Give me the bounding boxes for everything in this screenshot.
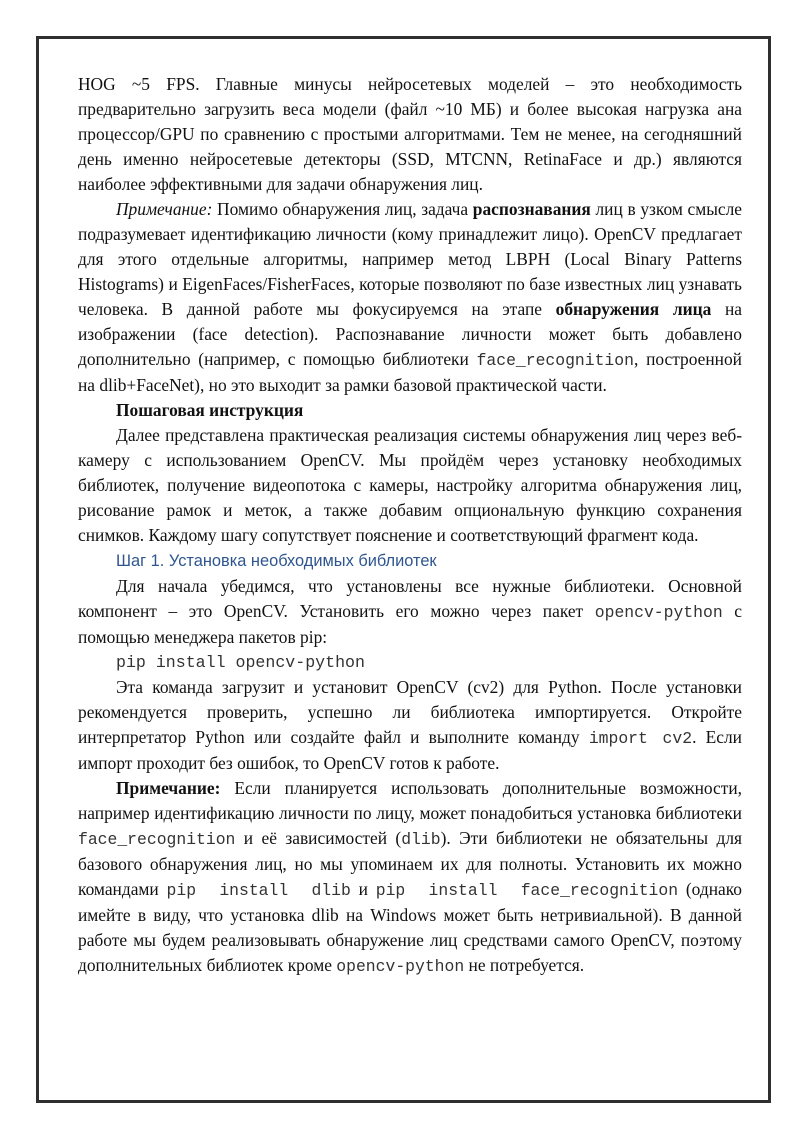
bold-term-detection: обнаружения лица — [555, 299, 712, 319]
paragraph-recognition-note: Примечание: Помимо обнаружения лиц, задача распознавания лиц в узком смысле подразумевает идентификацию личности (кому принадлежит лицо). OpenCV предлагает для этого отдельные алгоритмы, например метод LBPH (Local Binary Patterns Histograms) и EigenFaces/FisherFaces, которые позволяют по базе известных лиц узнавать человека. В данной работе мы фокусируемся на этапе обнаружения лица на изображении (face detection). Распознавание личности может быть добавлено дополнительно (например, с помощью библиотеки face_recognition, построенной на dlib+FaceNet), но это выходит за рамки базовой практической части. — [78, 199, 743, 395]
section-heading-step-by-step: Пошаговая инструкция — [116, 400, 304, 420]
document-body — [78, 72, 742, 979]
paragraph-neural-detectors: HOG ~5 FPS. Главные минусы нейросетевых моделей – это необходимость предварительно загрузить веса модели (файл ~10 МБ) и более высокая нагрузка ана процессор/GPU по сравнению с простыми алгоритмами. Тем не менее, на сегодняшний день именно нейросетевые детекторы (SSD, MTCNN, RetinaFace и др.) являются наиболее эффективными для задачи обнаружения лиц. — [78, 74, 742, 194]
inline-code-pip-install-dlib: pip install dlib — [166, 881, 351, 900]
bold-term-recognition: распознавания — [472, 199, 591, 219]
inline-code-opencv-python: opencv-python — [594, 603, 723, 622]
inline-code-face-recognition: face_recognition — [476, 351, 634, 370]
inline-code-import-cv2: import cv2 — [588, 729, 693, 748]
paragraph-import-check: Эта команда загрузит и установит OpenCV (cv2) для Python. После установки рекомендуется проверить, успешно ли библиотека импортируется. Откройте интерпретатор Python или создайте файл и выполните команду import cv2. Если импорт проходит без ошибок, то OpenCV готов к работе. — [78, 677, 742, 773]
inline-code-dlib: dlib — [401, 830, 441, 849]
note-label: Примечание: — [116, 199, 213, 219]
paragraph-install-intro: Для начала убедимся, что установлены все нужные библиотеки. Основной компонент – это OpenCV. Установить его можно через пакет opencv-python с помощью менеджера пакетов pip: — [78, 576, 742, 647]
paragraph-optional-libs-note: Примечание: Если планируется использовать дополнительные возможности, например идентификацию личности по лицу, может понадобиться установка библиотеки face_recognition и её зависимостей (dlib). Эти библиотеки не обязательны для базового обнаружения лиц, но мы упоминаем их для полноты. Установить их можно командами pip install dlib и pip install face_recognition (однако имейте в виду, что установка dlib на Windows может быть нетривиальной). В данной работе мы будем реализовывать обнаружение лиц средствами самого OpenCV, поэтому дополнительных библиотек кроме opencv-python не потребуется. — [78, 778, 743, 976]
note-label-bold: Примечание: — [116, 778, 221, 798]
inline-code-opencv-python-2: opencv-python — [336, 957, 465, 976]
paragraph-intro: Далее представлена практическая реализация системы обнаружения лиц через веб-камеру с использованием OpenCV. Мы пройдём через установку необходимых библиотек, получение видеопотока с камеры, настройку алгоритма обнаружения лиц, рисование рамок и меток, а также добавим опциональную функцию сохранения снимков. Каждому шагу сопутствует пояснение и соответствующий фрагмент кода. — [78, 425, 742, 545]
code-pip-install: pip install opencv-python — [116, 653, 365, 672]
step1-heading: Шаг 1. Установка необходимых библиотек — [116, 552, 437, 570]
inline-code-face-recognition-2: face_recognition — [78, 830, 236, 849]
inline-code-pip-install-face-recognition: pip install face_recognition — [375, 881, 679, 900]
